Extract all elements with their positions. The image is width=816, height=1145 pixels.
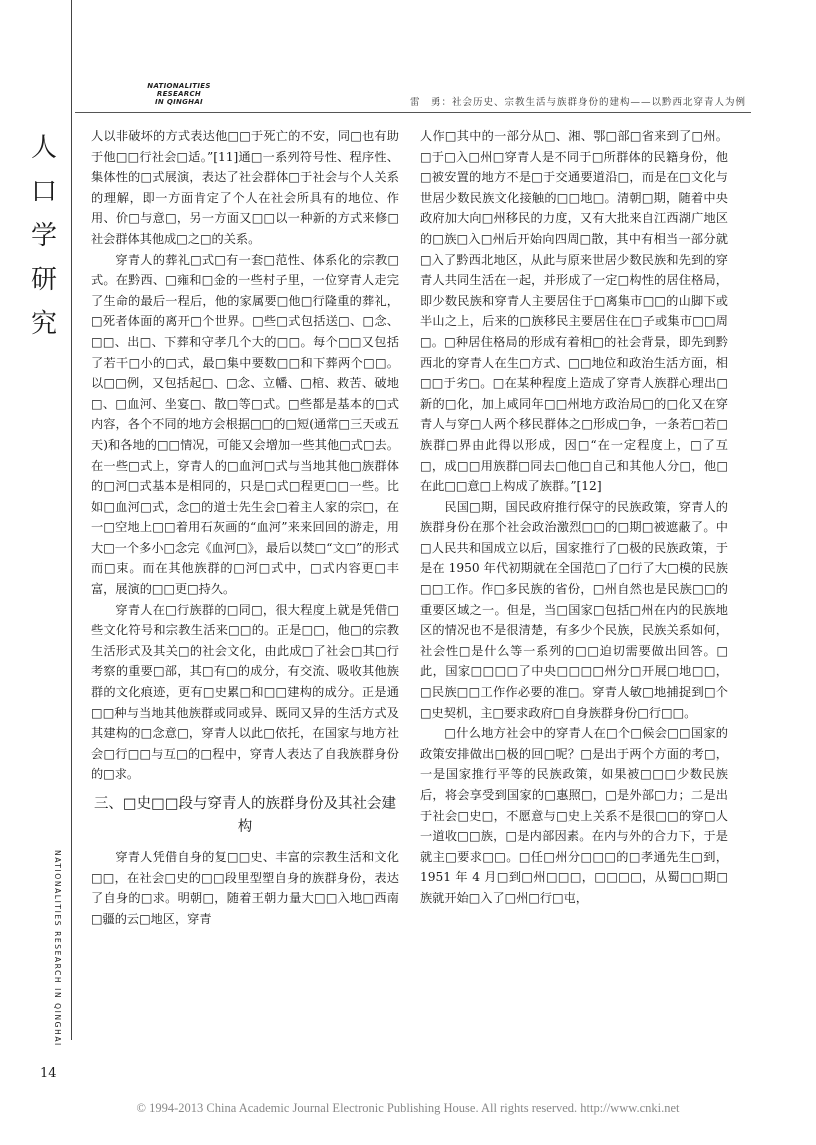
- sidebar-char: 口: [30, 177, 57, 207]
- paragraph: □什么地方社会中的穿青人在□个□候会□□国家的政策安排做出□极的回□呢？□是出于两个方面的考□，一是国家推行平等的民族政策，如果被□□□少数民族后，将会享受到国家的□惠照□，□是外部□力；二是出于社会□史□，不愿意与□史上关系不是很□□的穿□人一道收□□族，□是内部因素。在内与外的合力下，于是就主□要求□□。□任□州分□□□的□孝通先生□到，1951 年 4 月□到□州□□□，□□□□，从蜀□□期□族就开始□入了□州□行□屯，: [420, 726, 728, 905]
- sidebar-char: 学: [30, 221, 57, 251]
- vertical-journal-name: [50, 850, 64, 1047]
- sidebar-char: 究: [30, 309, 57, 339]
- page-number: 14: [40, 1066, 57, 1081]
- paragraph: 民国□期，国民政府推行保守的民族政策，穿青人的族群身份在那个社会政治激烈□□的□期□被遮蔽了。中□人民共和国成立以后，国家推行了□极的民族政策，于是在 1950 年代初期就在全国范□了□行了大□模的民族□□工作。作□多民族的省份，□州自然也是民族□□的重要区域之一。但是，当□国家□包括□州在内的民族地区的情况也不是很清楚，有多少个民族，民族关系如何，社会性□是什么等一系列的□□迫切需要做出回答。□此，国家□□□□了中央□□□□州分□开展□地□□，□民族□□工作作必要的准□。穿青人敏□地捕捉到□个□史契机，主□要求政府□自身族群身份□行□□。: [420, 499, 728, 720]
- logo-line: IN QINGHAI: [155, 98, 203, 106]
- sidebar-char: 研: [30, 265, 57, 295]
- header-rule: [75, 112, 751, 113]
- logo-line: NATIONALITIES: [147, 82, 211, 90]
- left-column: [91, 126, 399, 926]
- vertical-journal-text: NATIONALITIES RESEARCH IN QINGHAI: [53, 850, 62, 1047]
- paragraph: 穿青人的葬礼□式□有一套□范性、体系化的宗教□式。在黔西、□雍和□金的一些村子里，一位穿青人走完了生命的最后一程后，他的家属要□他□行隆重的葬礼，□死者体面的离开□个世界。□些□式包括送□、□念、□□、出□、下葬和守孝几个大的□□。每个□□又包括了若干□小的□式，最□集中要数□□和下葬两个□□。以□□例，又包括起□、□念、立幡、□棺、救苦、破地□、□血河、坐宴□、散□等□式。□些都是基本的□式内容，各个不同的地方会根据□□的□短(通常□三天或五天)和各地的□□情况，可能又会增加一些其他□式□去。在一些□式上，穿青人的□血河□式与当地其他□族群体的□河□式基本是相同的，只是□式□程更□□一些。比如□血河□式，念□的道士先生会□着主人家的宗□，在一□空地上□□着用石灰画的“血河”来来回回的游走，用大□一个多小□念完《血河□》，最后以焚□“文□”的形式而□束。而在其他族群的□河□式中，□式内容更□丰富，展演的□□更□持久。: [91, 252, 399, 597]
- right-column: [420, 126, 728, 905]
- section-heading: 三、□史□□段与穿青人的族群身份及其社会建构: [93, 796, 397, 835]
- copyright-footer: © 1994-2013 China Academic Journal Electronic Publishing House. All rights reserved. http://www.cnki.net: [136, 1101, 680, 1115]
- paragraph: 人作□其中的一部分从□、湘、鄂□部□省来到了□州。□于□入□州□穿青人是不同于□所群体的民籍身份，他□被安置的地方不是□于交通要道沿□，而是在□文化与世居少数民族文化接触的□□地□。清朝□期，随着中央政府加大向□州移民的力度，又有大批来自江西湖广地区的□族□入□州后开始向四周□散，其中有相当一部分就□入了黔西北地区，从此与原来世居少数民族和先到的穿青人共同生活在一起，并形成了一定□构性的居住格局，即少数民族和穿青人主要居住于□离集市□□的山脚下或半山之上，后来的□族移民主要居住在□子或集市□□周□。□种居住格局的形成有着相□的社会背景，即先到黔西北的穿青人在生□方式、□□地位和政治生活方面，相□□于劣□。□在某种程度上造成了穿青人族群心理出□新的□化，加上咸同年□□州地方政治局□的□化又在穿青人与穿□人两个移民群体之□形成□争，一条若□若□族群□界由此得以形成，因□“在一定程度上，□了互□，成□□用族群□同去□他□自己和其他人分□，他□在此□□意□上构成了族群。”[12]: [420, 129, 728, 494]
- paragraph: 穿青人凭借自身的复□□史、丰富的宗教生活和文化□□，在社会□史的□□段里型塑自身的族群身份，表达了自身的□求。明朝□，随着王朝力量大□□入地□西南□疆的云□地区，穿青: [91, 850, 399, 926]
- logo-line: RESEARCH: [156, 90, 202, 98]
- running-header: 雷 勇：社会历史、宗教生活与族群身份的建构——以黔西北穿青人为例: [409, 97, 746, 108]
- paragraph: 人以非破坏的方式表达他□□于死亡的不安，同□也有助于他□□行社会□适。”[11]通□一系列符号性、程序性、集体性的□式展演，表达了社会群体□于社会与个人关系的理解，即一方面肯定了个人在社会所具有的地位、作用、价□与意□，另一方面又□□以一种新的方式来修□社会群体其他成□之□的关系。: [91, 129, 399, 246]
- paragraph: 穿青人在□行族群的□同□，很大程度上就是凭借□些文化符号和宗教生活来□□的。正是□□，他□的宗教生活形式及其关□的社会文化，由此成□了社会□其□行考察的重要□部，其□有□的成分，有交流、吸收其他族群的文化痕迹，更有□史累□和□□建构的成分。正是通□□种与当地其他族群或同或异、既同又异的生活方式及其建构的□念意□，穿青人以此□依托，在国家与地方社会□行□□与互□的□程中，穿青人表达了自我族群身份的□求。: [91, 602, 399, 782]
- journal-sidebar-title: [26, 126, 62, 346]
- margin-rule: [71, 0, 72, 1040]
- sidebar-char: 人: [30, 133, 57, 163]
- journal-logo: [124, 82, 234, 106]
